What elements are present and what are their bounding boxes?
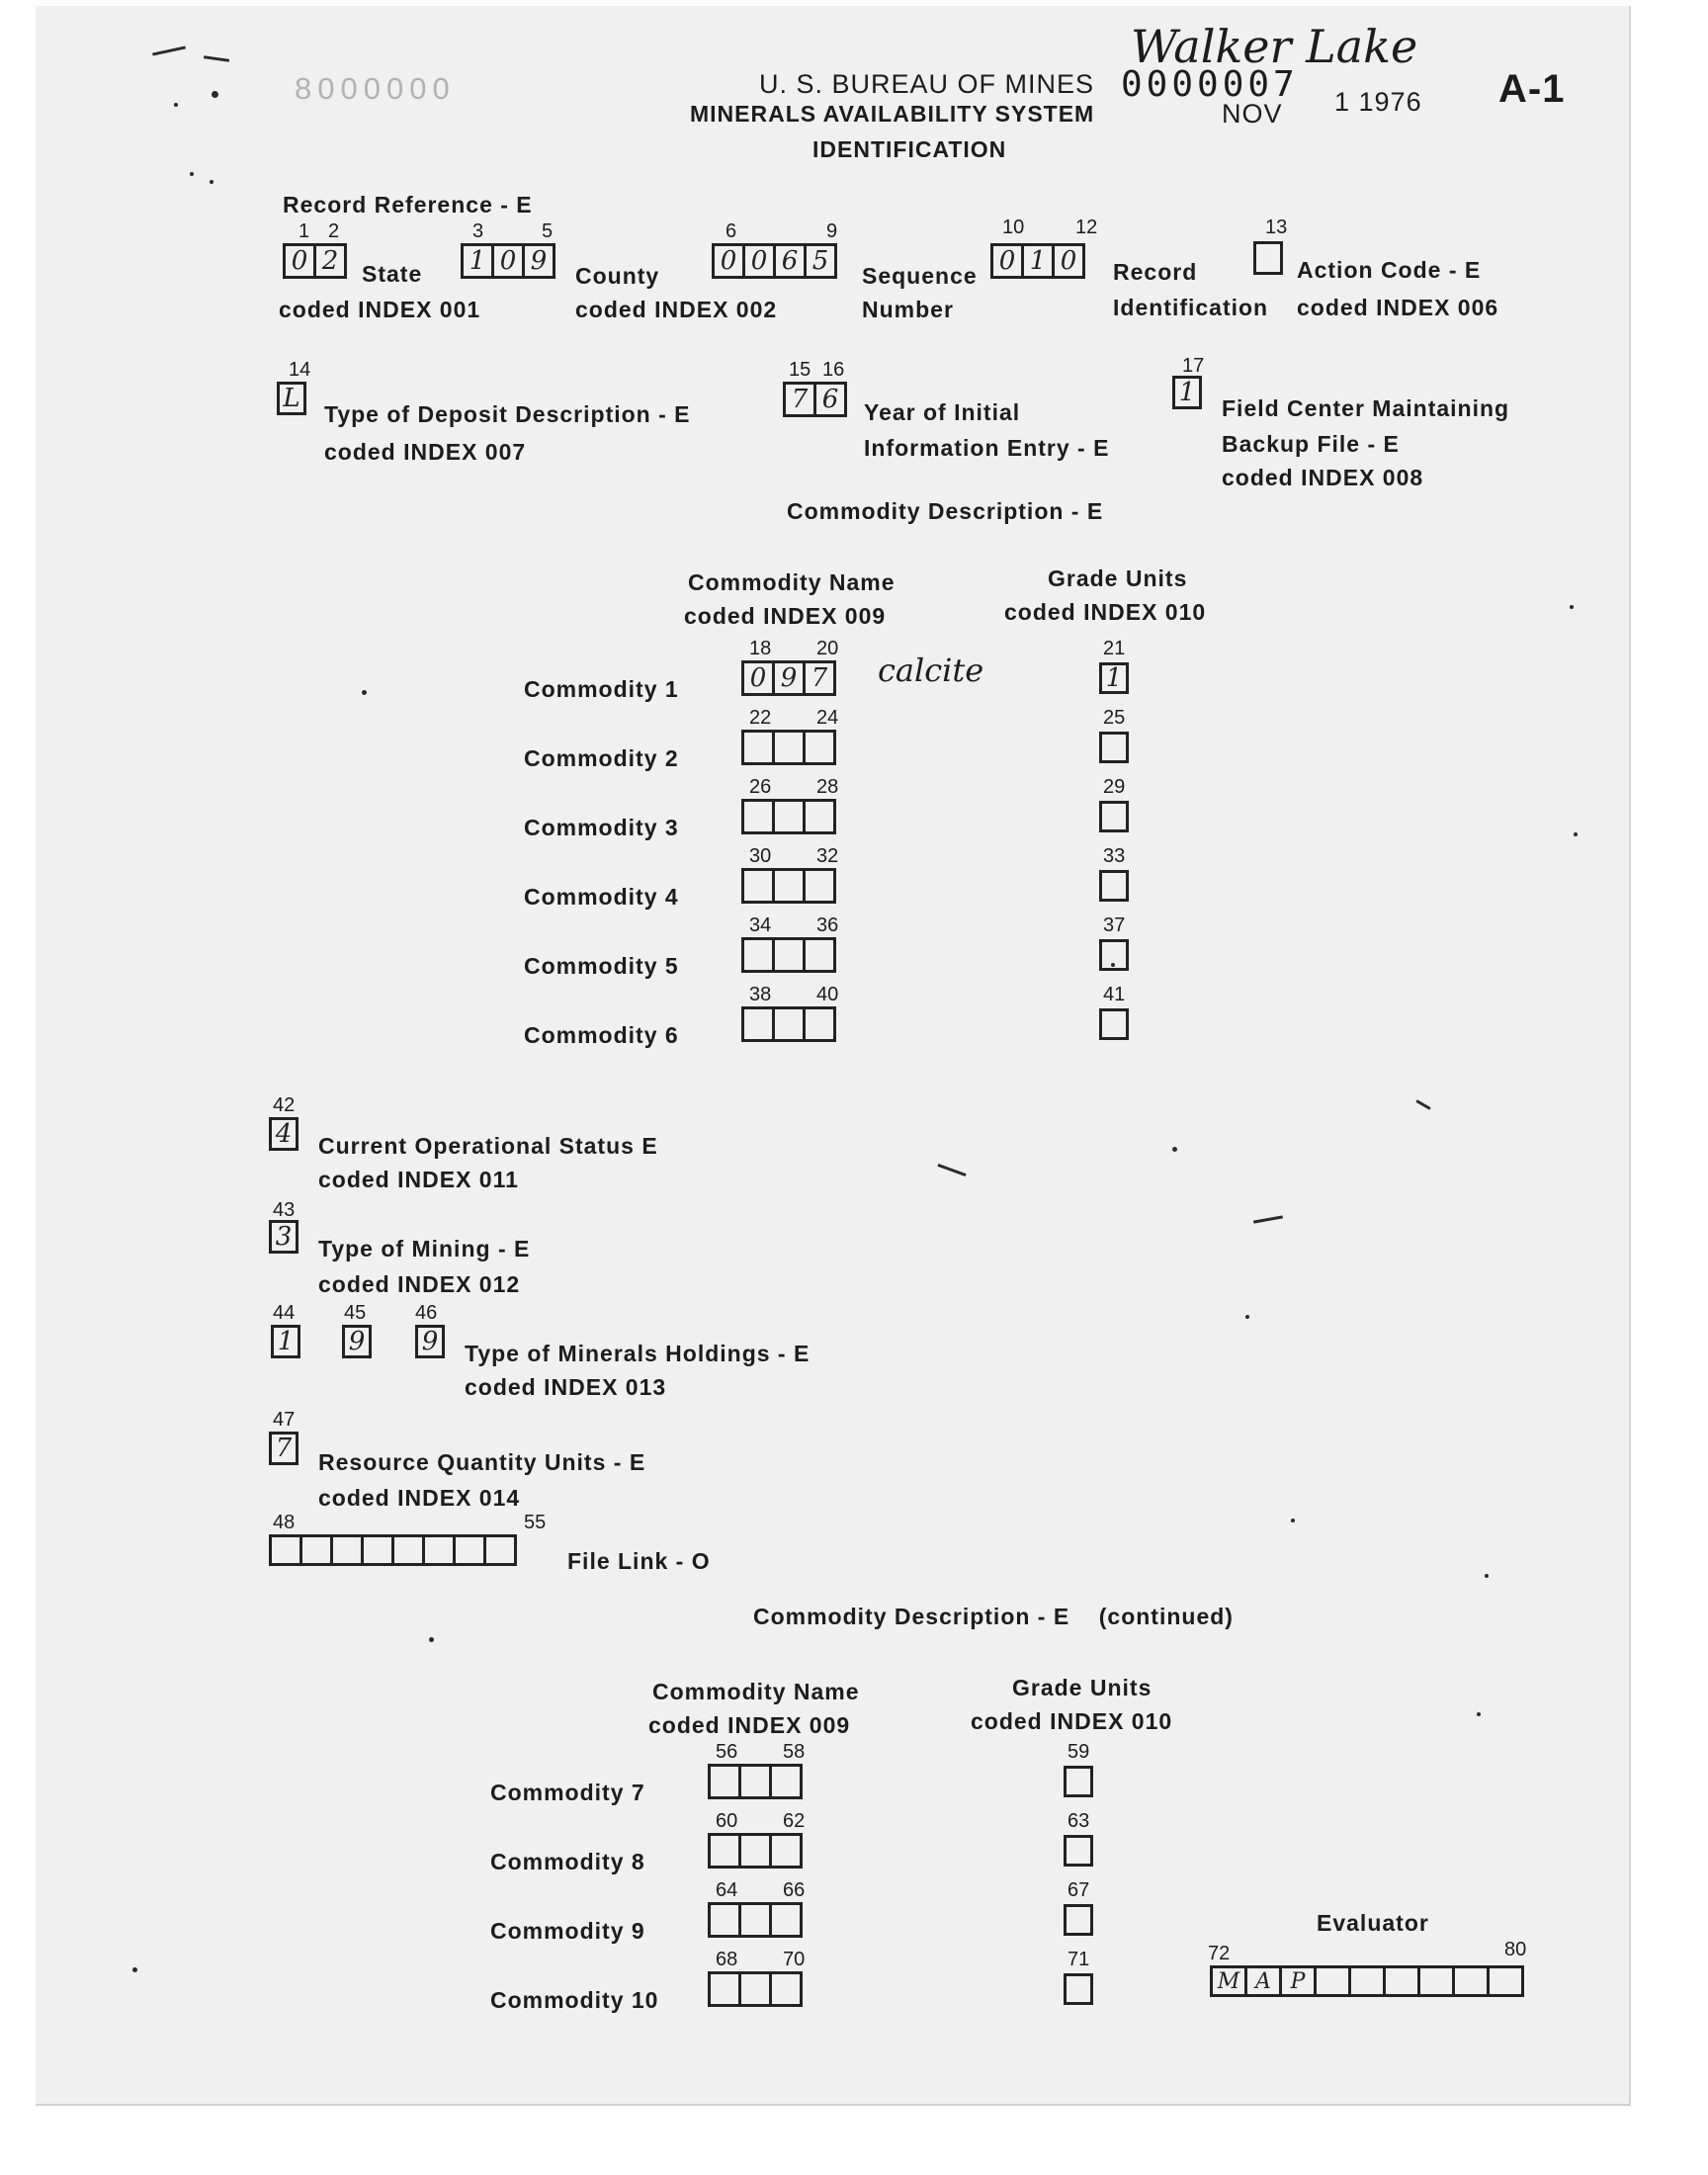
- commodity-name-boxes[interactable]: [741, 730, 836, 765]
- commodity-name-header: Commodity Name: [688, 569, 896, 595]
- commodity-heading: Commodity Description - E: [787, 498, 1104, 524]
- commodity-row-label: Commodity 10: [490, 1987, 659, 2013]
- code-cell[interactable]: 1: [1021, 243, 1055, 279]
- file-link-boxes[interactable]: [269, 1534, 517, 1566]
- code-cell[interactable]: [738, 1971, 772, 2007]
- col-number: 26: [749, 776, 772, 798]
- grade-unit-box[interactable]: [1064, 1904, 1093, 1936]
- field-center-label-2: Backup File - E: [1222, 431, 1400, 457]
- handwritten-note: calcite: [878, 652, 984, 689]
- holdings-label: Type of Minerals Holdings - E: [465, 1341, 811, 1366]
- code-cell[interactable]: [769, 1833, 803, 1869]
- code-cell[interactable]: [738, 1833, 772, 1869]
- field-center-coded: coded INDEX 008: [1222, 465, 1424, 490]
- col-number: 60: [716, 1810, 738, 1832]
- county-code-boxes[interactable]: [461, 243, 555, 279]
- field-center-box[interactable]: [1172, 376, 1202, 409]
- code-cell[interactable]: [772, 730, 806, 765]
- col-number: 36: [816, 914, 839, 936]
- code-cell[interactable]: [741, 937, 775, 973]
- col-number: 32: [816, 845, 839, 867]
- col-number: 21: [1103, 638, 1126, 659]
- code-cell[interactable]: 6: [813, 382, 847, 417]
- state-code-boxes[interactable]: [283, 243, 347, 279]
- commodity-name-header-2: Commodity Name: [652, 1679, 860, 1704]
- scan-mark: [1253, 1215, 1283, 1223]
- code-cell[interactable]: [772, 868, 806, 904]
- scan-speck: [132, 1967, 137, 1972]
- col-number: 25: [1103, 707, 1126, 729]
- col-number: 37: [1103, 914, 1126, 936]
- code-cell[interactable]: [1099, 870, 1129, 902]
- col-number: 13: [1265, 217, 1288, 238]
- action-code-box[interactable]: [1253, 241, 1283, 275]
- action-code-coded: coded INDEX 006: [1297, 295, 1499, 320]
- scan-speck: [1291, 1519, 1295, 1522]
- handwritten-site-name: Walker Lake: [1131, 20, 1418, 73]
- commodity-name-boxes[interactable]: [741, 868, 836, 904]
- code-cell[interactable]: 3: [269, 1220, 299, 1254]
- col-number: 20: [816, 638, 839, 659]
- grade-units-coded: coded INDEX 010: [1004, 599, 1207, 625]
- code-cell[interactable]: [1452, 1965, 1490, 1997]
- holdings-box-2[interactable]: [342, 1325, 372, 1358]
- commodity-name-boxes[interactable]: [708, 1971, 803, 2007]
- scan-speck: [1574, 832, 1578, 836]
- commodity-row-label: Commodity 3: [524, 815, 679, 840]
- agency-title: U. S. BUREAU OF MINES: [759, 69, 1095, 99]
- code-cell[interactable]: [422, 1534, 456, 1566]
- record-id-code-boxes[interactable]: [990, 243, 1085, 279]
- code-cell[interactable]: 0: [742, 243, 776, 279]
- form-title: IDENTIFICATION: [812, 136, 1007, 162]
- code-cell[interactable]: 9: [772, 660, 806, 696]
- grade-unit-box[interactable]: [1064, 1835, 1093, 1867]
- col-number: 42: [273, 1094, 296, 1116]
- col-number: 15: [789, 359, 811, 381]
- code-cell[interactable]: 4: [269, 1117, 299, 1151]
- deposit-type-box[interactable]: [277, 382, 306, 415]
- scan-speck: [1172, 1147, 1177, 1152]
- code-cell[interactable]: [391, 1534, 425, 1566]
- code-cell[interactable]: 0: [283, 243, 316, 279]
- code-cell[interactable]: [708, 1833, 741, 1869]
- year-entry-label-2: Information Entry - E: [864, 435, 1110, 461]
- code-cell[interactable]: A: [1244, 1965, 1282, 1997]
- col-number: 3: [472, 220, 484, 242]
- code-cell[interactable]: [769, 1902, 803, 1938]
- deposit-type-label: Type of Deposit Description - E: [324, 401, 691, 427]
- col-number: 10: [1002, 217, 1025, 238]
- stamp-left: 8000000: [295, 71, 456, 106]
- grade-units-header-2: Grade Units: [1012, 1675, 1153, 1700]
- code-cell[interactable]: [1253, 241, 1283, 275]
- code-cell[interactable]: [453, 1534, 486, 1566]
- scan-mark: [937, 1164, 966, 1176]
- code-cell[interactable]: [738, 1764, 772, 1799]
- col-number: 43: [273, 1199, 296, 1221]
- state-label: State: [362, 261, 423, 287]
- holdings-box-1[interactable]: [271, 1325, 300, 1358]
- col-number: 40: [816, 984, 839, 1005]
- commodity-name-boxes[interactable]: [741, 660, 836, 696]
- code-cell[interactable]: [803, 868, 836, 904]
- page-code: A-1: [1498, 67, 1566, 111]
- grade-units-header: Grade Units: [1048, 566, 1188, 591]
- code-cell[interactable]: [741, 799, 775, 834]
- commodity-row-label: Commodity 7: [490, 1780, 645, 1805]
- county-coded: coded INDEX 002: [575, 297, 778, 322]
- col-number: 17: [1182, 355, 1205, 377]
- code-cell[interactable]: [803, 730, 836, 765]
- col-number: 38: [749, 984, 772, 1005]
- col-number: 56: [716, 1741, 738, 1763]
- mining-type-box[interactable]: [269, 1220, 299, 1254]
- col-number: 47: [273, 1409, 296, 1431]
- code-cell[interactable]: 1: [1099, 662, 1129, 694]
- code-cell[interactable]: M: [1210, 1965, 1247, 1997]
- date-day-year: 1 1976: [1334, 87, 1422, 117]
- record-reference-heading: Record Reference - E: [283, 192, 533, 218]
- code-cell[interactable]: 0: [491, 243, 525, 279]
- code-cell[interactable]: [772, 799, 806, 834]
- col-number: 5: [542, 220, 554, 242]
- operational-status-label: Current Operational Status E: [318, 1133, 658, 1159]
- year-entry-boxes[interactable]: [783, 382, 847, 417]
- grade-units-coded-2: coded INDEX 010: [971, 1708, 1173, 1734]
- evaluator-label: Evaluator: [1317, 1910, 1429, 1936]
- scan-speck: [1245, 1315, 1249, 1319]
- scan-speck: [174, 103, 178, 107]
- col-number: 45: [344, 1302, 367, 1324]
- col-number: 28: [816, 776, 839, 798]
- col-number: 29: [1103, 776, 1126, 798]
- col-number: 80: [1504, 1939, 1527, 1960]
- code-cell[interactable]: [741, 730, 775, 765]
- code-cell[interactable]: [1417, 1965, 1455, 1997]
- code-cell[interactable]: [1099, 801, 1129, 832]
- code-cell[interactable]: [330, 1534, 364, 1566]
- scan-speck: [190, 172, 194, 176]
- code-cell[interactable]: [1064, 1973, 1093, 2005]
- code-cell[interactable]: 1: [461, 243, 494, 279]
- commodity-name-boxes[interactable]: [708, 1902, 803, 1938]
- commodity-name-boxes[interactable]: [741, 799, 836, 834]
- sequence-label: Sequence: [862, 263, 978, 289]
- scan-speck: [429, 1637, 434, 1642]
- commodity-row-label: Commodity 8: [490, 1849, 645, 1874]
- col-number: 58: [783, 1741, 806, 1763]
- col-number: 44: [273, 1302, 296, 1324]
- code-cell[interactable]: [269, 1534, 302, 1566]
- col-number: 68: [716, 1949, 738, 1970]
- scan-mark: [1415, 1099, 1430, 1110]
- mining-type-coded: coded INDEX 012: [318, 1271, 521, 1297]
- code-cell[interactable]: 0: [990, 243, 1024, 279]
- code-cell[interactable]: [1099, 732, 1129, 763]
- sequence-label-2: Number: [862, 297, 954, 322]
- code-cell[interactable]: [1099, 1008, 1129, 1040]
- commodity-row-label: Commodity 6: [524, 1022, 679, 1048]
- col-number: 24: [816, 707, 839, 729]
- code-cell[interactable]: 0: [741, 660, 775, 696]
- commodity-row-label: Commodity 5: [524, 953, 679, 979]
- code-cell[interactable]: [741, 1006, 775, 1042]
- code-cell[interactable]: 9: [342, 1325, 372, 1358]
- date-month: NOV: [1222, 99, 1283, 129]
- deposit-type-coded: coded INDEX 007: [324, 439, 527, 465]
- code-cell[interactable]: [1099, 939, 1129, 971]
- form-sheet: [36, 6, 1631, 2106]
- code-cell[interactable]: [1064, 1766, 1093, 1797]
- code-cell[interactable]: 1: [271, 1325, 300, 1358]
- code-cell[interactable]: [772, 1006, 806, 1042]
- col-number: 55: [524, 1512, 547, 1533]
- code-cell[interactable]: [361, 1534, 394, 1566]
- commodity-row-label: Commodity 1: [524, 676, 679, 702]
- code-cell[interactable]: 7: [269, 1432, 299, 1465]
- grade-unit-box[interactable]: [1099, 662, 1129, 694]
- operational-status-coded: coded INDEX 011: [318, 1167, 519, 1192]
- code-cell[interactable]: [803, 937, 836, 973]
- code-cell[interactable]: 7: [803, 660, 836, 696]
- system-title: MINERALS AVAILABILITY SYSTEM: [690, 101, 1095, 127]
- col-number: 12: [1075, 217, 1098, 238]
- operational-status-box[interactable]: [269, 1117, 299, 1151]
- evaluator-boxes[interactable]: [1210, 1965, 1524, 1997]
- commodity-name-boxes[interactable]: [708, 1833, 803, 1869]
- code-cell[interactable]: [1348, 1965, 1386, 1997]
- col-number: 2: [328, 220, 340, 242]
- code-cell[interactable]: L: [277, 382, 306, 415]
- code-cell[interactable]: [299, 1534, 333, 1566]
- scan-speck: [1570, 605, 1574, 609]
- action-code-label: Action Code - E: [1297, 257, 1482, 283]
- resource-units-coded: coded INDEX 014: [318, 1485, 521, 1511]
- commodity-row-label: Commodity 9: [490, 1918, 645, 1944]
- code-cell[interactable]: 0: [712, 243, 745, 279]
- col-number: 14: [289, 359, 311, 381]
- code-cell[interactable]: [769, 1764, 803, 1799]
- code-cell[interactable]: [803, 799, 836, 834]
- code-cell[interactable]: [483, 1534, 517, 1566]
- col-number: 22: [749, 707, 772, 729]
- grade-unit-box[interactable]: [1099, 732, 1129, 763]
- scan-speck: [1477, 1712, 1481, 1716]
- col-number: 30: [749, 845, 772, 867]
- stamp-right: 0000007: [1121, 64, 1299, 105]
- holdings-box-3[interactable]: [415, 1325, 445, 1358]
- col-number: 72: [1208, 1943, 1231, 1964]
- code-cell[interactable]: [708, 1764, 741, 1799]
- commodity-name-coded: coded INDEX 009: [684, 603, 887, 629]
- col-number: 46: [415, 1302, 438, 1324]
- commodity-row-label: Commodity 2: [524, 745, 679, 771]
- scan-mark: [204, 55, 229, 62]
- col-number: 9: [826, 220, 838, 242]
- grade-unit-box[interactable]: [1099, 1008, 1129, 1040]
- grade-unit-box[interactable]: [1099, 939, 1129, 971]
- record-id-label-2: Identification: [1113, 295, 1269, 320]
- code-cell[interactable]: [708, 1902, 741, 1938]
- grade-unit-box[interactable]: [1099, 801, 1129, 832]
- scan-speck: [362, 690, 367, 695]
- code-cell[interactable]: [772, 937, 806, 973]
- code-cell[interactable]: [1314, 1965, 1351, 1997]
- commodity-continued-heading: Commodity Description - E (continued): [753, 1604, 1234, 1629]
- record-id-label: Record: [1113, 259, 1198, 285]
- code-cell[interactable]: [1383, 1965, 1420, 1997]
- col-number: 48: [273, 1512, 296, 1533]
- code-cell[interactable]: 9: [415, 1325, 445, 1358]
- year-entry-label: Year of Initial: [864, 399, 1021, 425]
- state-coded: coded INDEX 001: [279, 297, 481, 322]
- code-cell[interactable]: [741, 868, 775, 904]
- grade-unit-box[interactable]: [1064, 1766, 1093, 1797]
- col-number: 66: [783, 1879, 806, 1901]
- county-label: County: [575, 263, 660, 289]
- scan-speck: [212, 91, 218, 98]
- code-cell[interactable]: [1064, 1904, 1093, 1936]
- commodity-name-coded-2: coded INDEX 009: [648, 1712, 851, 1738]
- col-number: 59: [1068, 1741, 1090, 1763]
- resource-units-label: Resource Quantity Units - E: [318, 1449, 646, 1475]
- mining-type-label: Type of Mining - E: [318, 1236, 531, 1262]
- code-cell[interactable]: [769, 1971, 803, 2007]
- field-center-label: Field Center Maintaining: [1222, 395, 1510, 421]
- col-number: 6: [726, 220, 737, 242]
- col-number: 67: [1068, 1879, 1090, 1901]
- col-number: 71: [1068, 1949, 1090, 1970]
- col-number: 62: [783, 1810, 806, 1832]
- col-number: 64: [716, 1879, 738, 1901]
- scan-mark: [152, 45, 186, 55]
- code-cell[interactable]: [1487, 1965, 1524, 1997]
- code-cell[interactable]: 2: [313, 243, 347, 279]
- col-number: 63: [1068, 1810, 1090, 1832]
- holdings-coded: coded INDEX 013: [465, 1374, 667, 1400]
- grade-unit-box[interactable]: [1099, 870, 1129, 902]
- col-number: 41: [1103, 984, 1126, 1005]
- code-cell[interactable]: P: [1279, 1965, 1317, 1997]
- code-cell[interactable]: 1: [1172, 376, 1202, 409]
- code-cell[interactable]: [803, 1006, 836, 1042]
- col-number: 18: [749, 638, 772, 659]
- col-number: 70: [783, 1949, 806, 1970]
- code-cell[interactable]: [708, 1971, 741, 2007]
- commodity-row-label: Commodity 4: [524, 884, 679, 910]
- code-cell[interactable]: [1064, 1835, 1093, 1867]
- grade-unit-box[interactable]: [1064, 1973, 1093, 2005]
- commodity-name-boxes[interactable]: [708, 1764, 803, 1799]
- col-number: 33: [1103, 845, 1126, 867]
- resource-units-box[interactable]: [269, 1432, 299, 1465]
- file-link-label: File Link - O: [567, 1548, 711, 1574]
- code-cell[interactable]: 7: [783, 382, 816, 417]
- sequence-code-boxes[interactable]: [712, 243, 837, 279]
- col-number: 16: [822, 359, 845, 381]
- scan-speck: [1485, 1574, 1489, 1578]
- code-cell[interactable]: 0: [1052, 243, 1085, 279]
- commodity-name-boxes[interactable]: [741, 937, 836, 973]
- code-cell[interactable]: 6: [773, 243, 807, 279]
- col-number: 34: [749, 914, 772, 936]
- scan-speck: [210, 180, 214, 184]
- commodity-name-boxes[interactable]: [741, 1006, 836, 1042]
- col-number: 1: [299, 220, 310, 242]
- code-cell[interactable]: 9: [522, 243, 555, 279]
- code-cell[interactable]: 5: [804, 243, 837, 279]
- code-cell[interactable]: [738, 1902, 772, 1938]
